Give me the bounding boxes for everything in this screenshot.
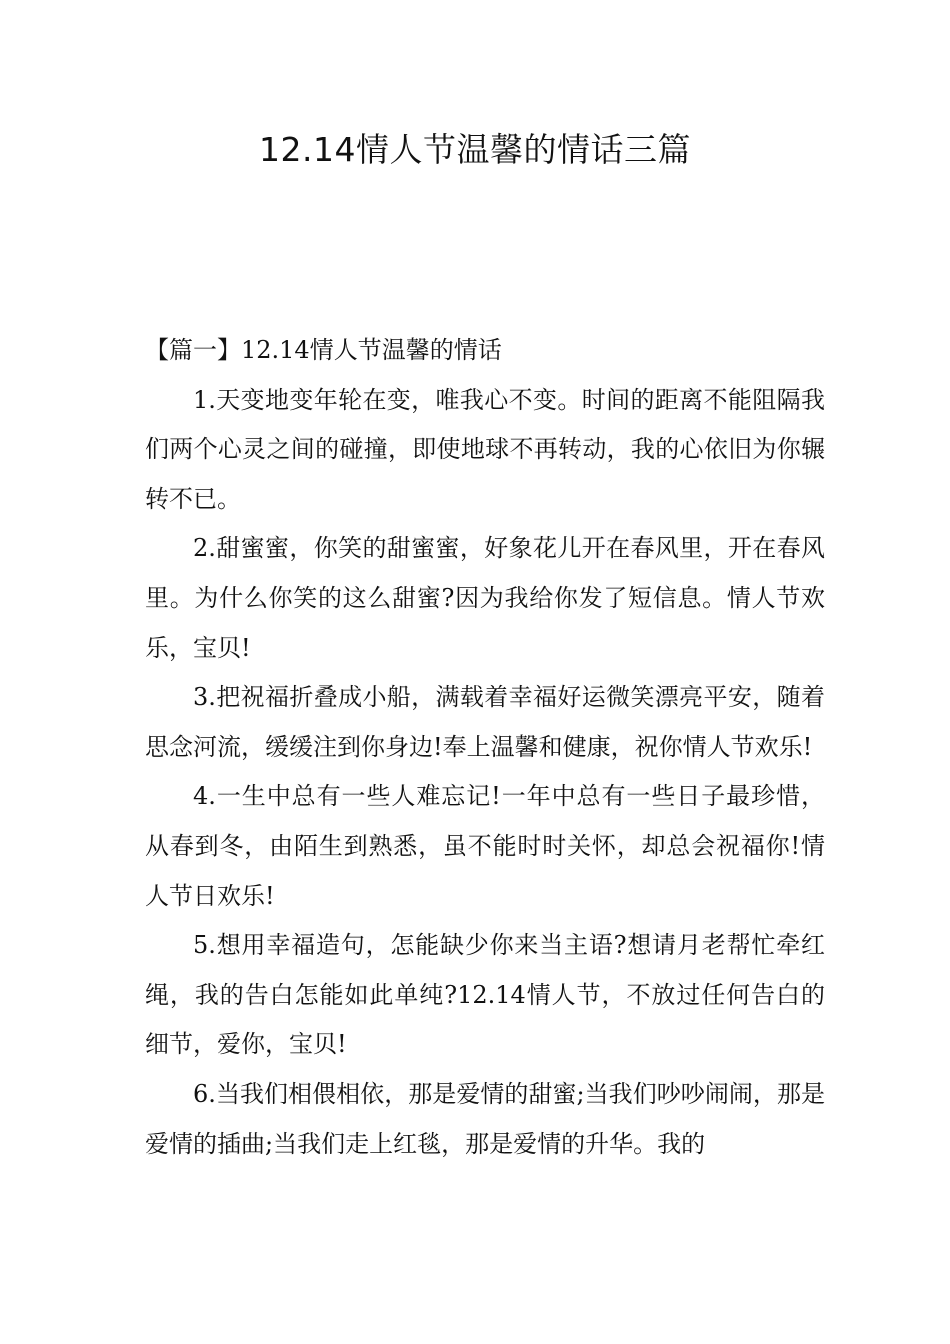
document-body [145,326,825,1169]
paragraph-4: 4.一生中总有一些人难忘记!一年中总有一些日子最珍惜，从春到冬，由陌生到熟悉，虽不能时时关怀，却总会祝福你!情人节日欢乐! [145,782,825,910]
paragraph-2: 2.甜蜜蜜，你笑的甜蜜蜜，好象花儿开在春风里，开在春风里。为什么你笑的这么甜蜜?因为我给你发了短信息。情人节欢乐，宝贝! [145,534,825,662]
paragraph-1: 1.天变地变年轮在变，唯我心不变。时间的距离不能阻隔我们两个心灵之间的碰撞，即使地球不再转动，我的心依旧为你辗转不已。 [145,385,825,513]
paragraph-3: 3.把祝福折叠成小船，满载着幸福好运微笑漂亮平安，随着思念河流，缓缓注到你身边!奉上温馨和健康，祝你情人节欢乐! [145,683,825,761]
paragraph-5: 5.想用幸福造句，怎能缺少你来当主语?想请月老帮忙牵红绳，我的告白怎能如此单纯?12.14情人节，不放过任何告白的细节，爱你，宝贝! [145,931,825,1059]
document-title: 12.14情人节温馨的情话三篇 [259,130,691,169]
section-heading: 【篇一】12.14情人节温馨的情话 [145,336,502,364]
paragraph-6: 6.当我们相偎相依，那是爱情的甜蜜;当我们吵吵闹闹，那是爱情的插曲;当我们走上红毯，那是爱情的升华。我的 [145,1079,825,1158]
